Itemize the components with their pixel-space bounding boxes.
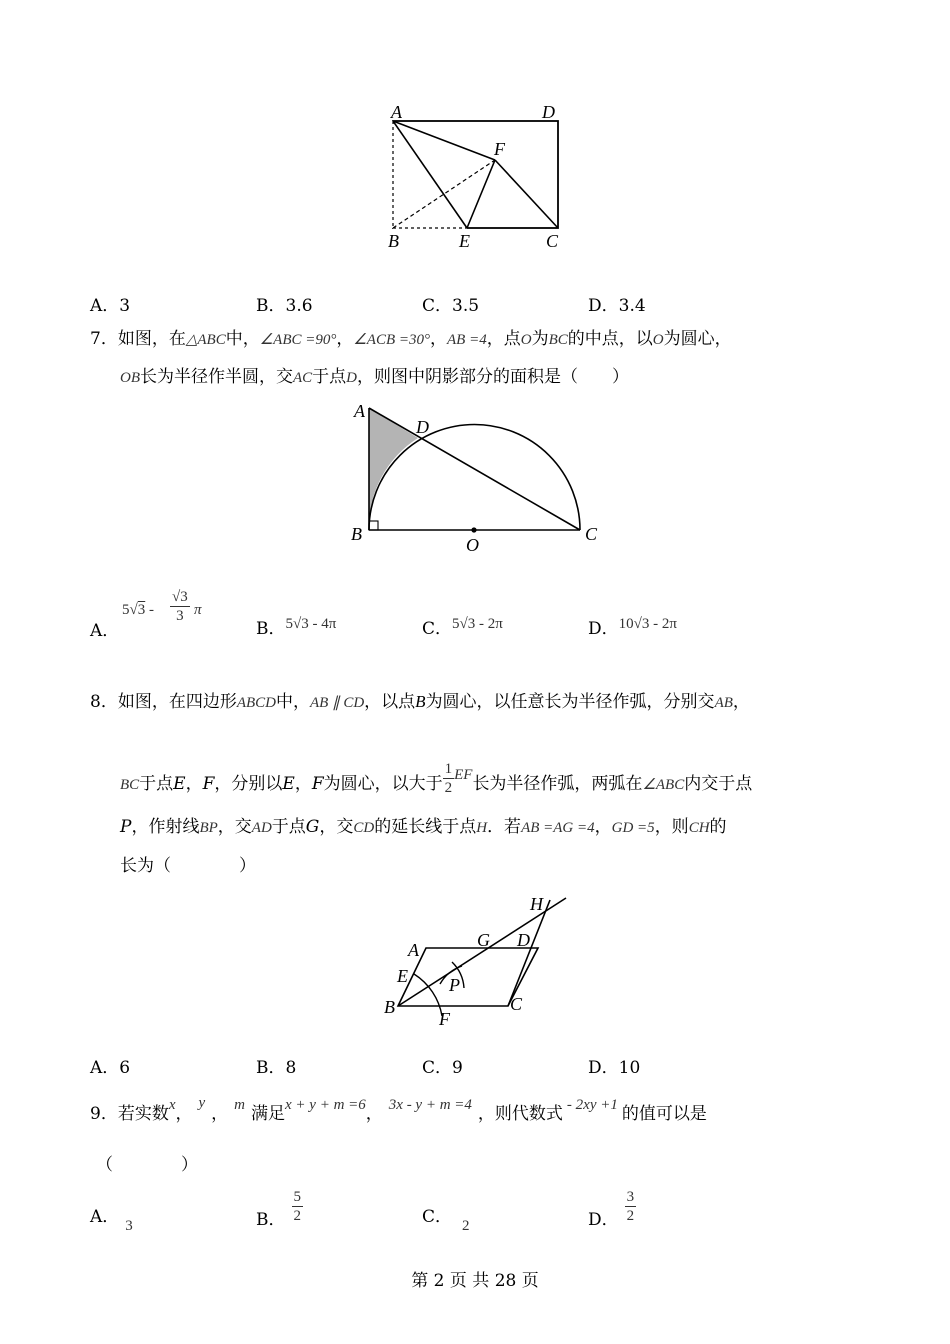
page-footer: 第 2 页 共 28 页 [411,1271,539,1291]
q8-stem-line3: P，作射线BP，交AD于点G，交CD的延长线于点H．若AB =AG =4，GD =5，则CH的 [120,817,727,837]
label-d: D [416,417,429,437]
label-g: G [477,930,490,950]
label-c: C [546,231,559,251]
q6-option-d[interactable]: D．3.4 [588,296,646,316]
label-a: A [408,940,419,960]
q8-option-a[interactable]: A．6 [90,1058,131,1078]
q8-option-c[interactable]: C．9 [422,1058,463,1078]
label-h: H [530,894,543,914]
label-a: A [354,401,365,421]
figure-rectangle-abcd [380,100,580,255]
q7-option-d[interactable]: D．10√3 - 2π [588,616,677,639]
q9-option-d[interactable]: D． $\frac{3}{2}$ [588,1189,635,1230]
label-a: A [391,102,402,122]
q9-option-c[interactable]: C． 2 [422,1207,470,1234]
q8-stem-line1: 8．如图，在四边形ABCD中，AB ∥ CD，以点B为圆心，以任意长为半径作弧，分别交AB， [90,692,750,712]
label-d: D [542,102,555,122]
q8-option-b[interactable]: B．8 [256,1058,297,1078]
q6-option-c[interactable]: C．3.5 [422,296,480,316]
q8-stem-line2: BC于点E，F，分别以E，F为圆心，以大于 $\frac{1}{2}$ EF长为半径作弧，两弧在∠ABC内交于点 [120,761,753,796]
q7-stem-line1: 7．如图，在△ABC中，∠ABC =90°，∠ACB =30°，AB =4，点O为BC的中点，以O为圆心， [90,329,732,349]
q9-stem-line1: 9．若实数x，y， m 满足x + y + m =6， 3x - y + m =4 ，则代数式 - 2xy +1 的值可以是 [90,1095,707,1124]
q9-option-a[interactable]: A． 3 [90,1207,133,1234]
label-e: E [397,966,408,986]
q8-option-d[interactable]: D．10 [588,1058,641,1078]
q6-option-b[interactable]: B．3.6 [256,296,313,316]
label-d: D [517,930,530,950]
q9-option-b[interactable]: B． $\frac{5}{2}$ [256,1189,301,1230]
q9-stem-line2: （ ） [96,1155,198,1175]
q7-stem-line2: OB长为半径作半圆，交AC于点D，则图中阴影部分的面积是（ ） [120,367,630,387]
q8-stem-line4: 长为（ ） [120,856,256,876]
label-b: B [388,231,399,251]
q6-option-a[interactable]: A．3 [90,296,131,316]
label-o: O [466,535,479,555]
q7-option-c[interactable]: C．5√3 - 2π [422,616,503,639]
figure-quadrilateral [378,888,573,1028]
label-c: C [510,994,523,1014]
label-b: B [384,997,395,1017]
label-p: P [449,975,460,995]
label-c: C [585,524,598,544]
label-f: F [494,139,505,159]
label-f: F [439,1009,450,1028]
label-e: E [459,231,470,251]
figure-semicircle [345,395,605,555]
label-b: B [351,524,362,544]
q7-option-b[interactable]: B．5√3 - 4π [256,616,337,639]
